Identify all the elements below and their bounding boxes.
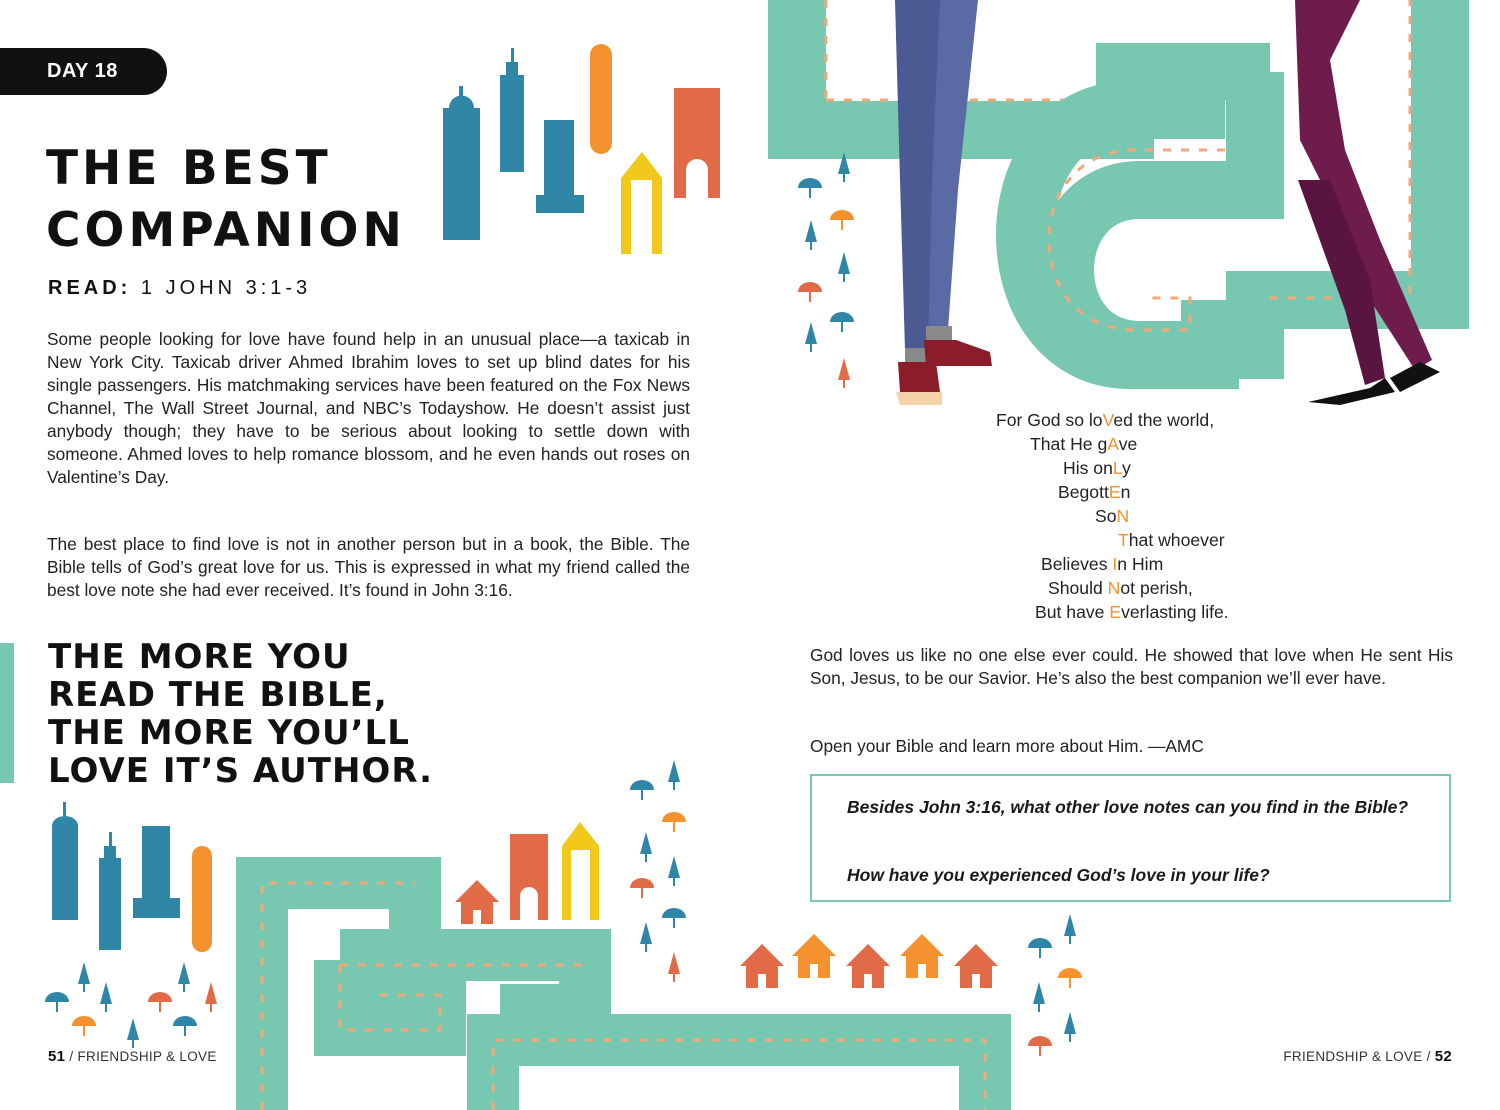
poem-line: That whoever (1118, 530, 1225, 550)
question-1: Besides John 3:16, what other love notes can you find in the Bible? (847, 797, 1409, 817)
poem-line: But have Everlasting life. (1035, 602, 1229, 622)
pull-quote-line-1: THE MORE YOU (48, 637, 351, 677)
reflection-box (810, 774, 1451, 902)
page-number-right: 52 (1434, 1048, 1452, 1065)
footer-separator: / (1426, 1049, 1431, 1064)
title-line-2: COMPANION (46, 203, 406, 258)
poem-line: That He gAve (1030, 434, 1138, 454)
footer-left (48, 1048, 217, 1065)
paragraph-1: Some people looking for love have found help in an unusual place—a taxicab in New York City. Taxicab driver Ahmed Ibrahim loves to set up blind dates for his single passengers. His matchmaking services have been featured on the Fox News Channel, The Wall Street Journal, and NBC’s Todayshow. He doesn’t assist just anybody though; they have to be serious about looking to settle down with someone. Ahmed loves to help romance blossom, and he even hands out roses on Valentine’s Day. (47, 329, 690, 487)
page-number-left: 51 (48, 1048, 66, 1065)
footer-separator: / (69, 1049, 74, 1064)
pull-quote-line-3: THE MORE YOU’LL (48, 713, 410, 753)
footer-section-right: FRIENDSHIP & LOVE (1283, 1049, 1423, 1064)
pull-quote-line-4: LOVE IT’S AUTHOR. (48, 751, 434, 791)
question-2: How have you experienced God’s love in your life? (847, 865, 1270, 885)
pull-quote-line-2: READ THE BIBLE, (48, 675, 388, 715)
top-buildings (443, 44, 720, 254)
paragraph-4: Open your Bible and learn more about Him. —AMC (810, 736, 1204, 756)
paragraph-2: The best place to find love is not in another person but in a book, the Bible. The Bible tells of God’s great love for us. This is expressed in what my friend called the best love note she had ever received. It’s found in John 3:16. (47, 534, 690, 600)
day-badge: DAY 18 (0, 48, 167, 95)
poem-line: Believes In Him (1041, 554, 1164, 574)
footer-section-left: FRIENDSHIP & LOVE (77, 1049, 217, 1064)
read-ref: 1 JOHN 3:1-3 (140, 277, 312, 299)
footer-right (1283, 1048, 1452, 1065)
page-title (46, 138, 406, 262)
poem-line: For God so loVed the world, (996, 410, 1215, 430)
bottom-road (262, 883, 985, 1110)
blue-legs (895, 0, 992, 405)
paragraph-3: God loves us like no one else ever could. He showed that love when He sent His Son, Jesus, to be our Savior. He’s also the best companion we’ll ever have. (810, 645, 1453, 688)
poem-line: SoN (1095, 506, 1130, 526)
top-right-trees (798, 152, 854, 388)
read-label: READ: (48, 277, 132, 299)
poem-line: BegottEn (1058, 482, 1131, 502)
pull-quote (48, 638, 433, 790)
title-line-1: THE BEST (46, 141, 332, 196)
poem-line: Should Not perish, (1048, 578, 1193, 598)
poem-line: His onLy (1063, 458, 1131, 478)
read-reference (48, 277, 311, 300)
accent-bar (0, 643, 14, 783)
bottom-houses (740, 934, 998, 988)
